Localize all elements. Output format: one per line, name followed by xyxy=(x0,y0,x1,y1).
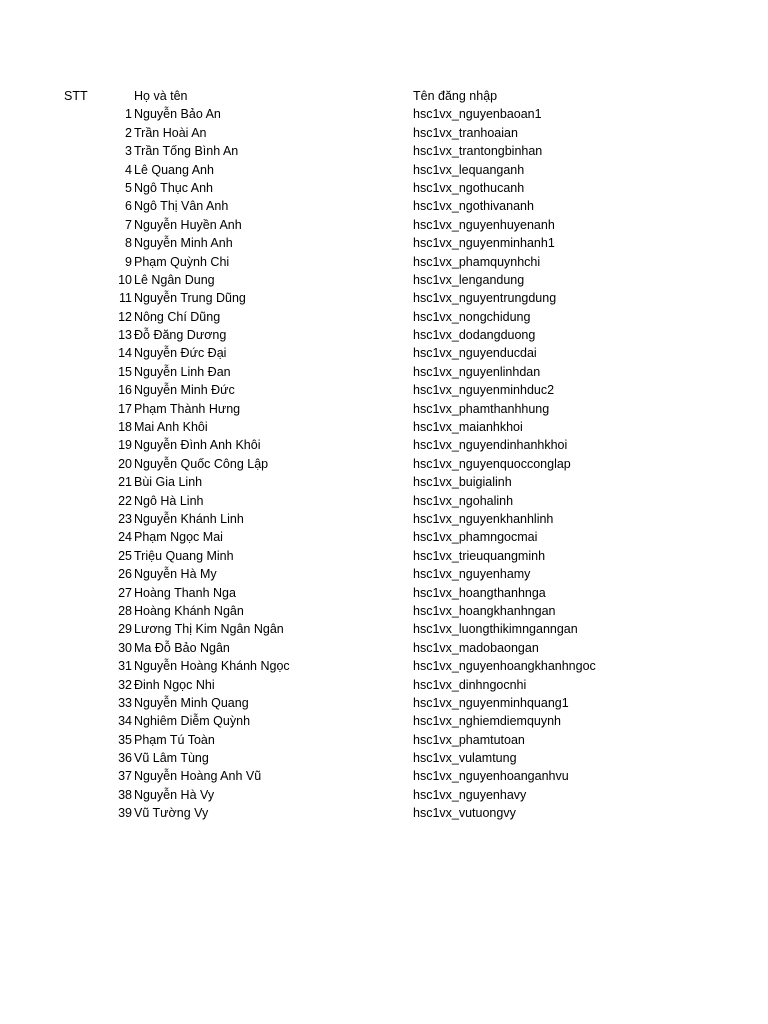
row-full-name: Nguyễn Huyền Anh xyxy=(134,217,242,232)
row-stt: 22 xyxy=(118,493,132,508)
row-stt: 27 xyxy=(118,585,132,600)
table-row xyxy=(0,400,768,418)
row-username: hsc1vx_ngohalinh xyxy=(413,493,514,508)
row-username: hsc1vx_nguyenbaoan1 xyxy=(413,107,542,122)
table-row xyxy=(0,767,768,785)
header-stt: STT xyxy=(64,89,88,103)
table-row xyxy=(0,418,768,436)
row-full-name: Phạm Tú Toàn xyxy=(134,732,215,747)
row-stt: 15 xyxy=(118,364,132,379)
row-username: hsc1vx_vutuongvy xyxy=(413,806,516,821)
table-row xyxy=(0,289,768,307)
row-full-name: Phạm Quỳnh Chi xyxy=(134,254,230,269)
header-full-name: Họ và tên xyxy=(134,89,188,103)
table-row xyxy=(0,676,768,694)
row-full-name: Nguyễn Hà Vy xyxy=(134,787,215,802)
table-row xyxy=(0,326,768,344)
row-username: hsc1vx_buigialinh xyxy=(413,475,512,490)
row-username: hsc1vx_phamtutoan xyxy=(413,732,525,747)
row-full-name: Bùi Gia Linh xyxy=(134,475,203,490)
row-stt: 35 xyxy=(118,732,132,747)
row-full-name: Nguyễn Hoàng Anh Vũ xyxy=(134,769,262,784)
row-username: hsc1vx_nguyenhavy xyxy=(413,787,527,802)
table-row xyxy=(0,749,768,767)
row-username: hsc1vx_tranhoaian xyxy=(413,125,518,140)
row-stt: 11 xyxy=(119,291,132,306)
row-full-name: Nguyễn Trung Dũng xyxy=(134,291,246,306)
row-stt: 1 xyxy=(125,107,132,122)
table-row xyxy=(0,510,768,528)
table-row xyxy=(0,455,768,473)
table-row xyxy=(0,584,768,602)
table-row xyxy=(0,142,768,160)
row-full-name: Nghiêm Diễm Quỳnh xyxy=(134,714,251,729)
row-full-name: Trần Tống Bình An xyxy=(134,144,239,159)
row-username: hsc1vx_nguyenhuyenanh xyxy=(413,217,555,232)
table-row xyxy=(0,639,768,657)
row-username: hsc1vx_nghiemdiemquynh xyxy=(413,714,562,729)
table-row xyxy=(0,804,768,822)
row-full-name: Nguyễn Bảo An xyxy=(134,107,221,122)
row-full-name: Nguyễn Hà My xyxy=(134,567,217,582)
row-stt: 9 xyxy=(125,254,132,269)
row-username: hsc1vx_maianhkhoi xyxy=(413,420,523,435)
table-row xyxy=(0,528,768,546)
row-stt: 21 xyxy=(118,475,132,490)
row-username: hsc1vx_dodangduong xyxy=(413,328,536,343)
row-username: hsc1vx_nguyenkhanhlinh xyxy=(413,511,554,526)
row-full-name: Phạm Ngọc Mai xyxy=(134,530,223,545)
row-stt: 39 xyxy=(118,806,132,821)
row-stt: 38 xyxy=(118,787,132,802)
table-row xyxy=(0,620,768,638)
row-full-name: Vũ Tường Vy xyxy=(134,806,209,821)
table-row xyxy=(0,473,768,491)
row-full-name: Mai Anh Khôi xyxy=(134,420,208,435)
row-full-name: Nguyễn Hoàng Khánh Ngọc xyxy=(134,659,290,674)
row-full-name: Hoàng Khánh Ngân xyxy=(134,603,244,618)
row-stt: 33 xyxy=(118,695,132,710)
table-header-row xyxy=(0,87,768,105)
table-row xyxy=(0,124,768,142)
row-stt: 2 xyxy=(125,125,132,140)
row-username: hsc1vx_nguyenlinhdan xyxy=(413,364,541,379)
row-username: hsc1vx_nguyenhoanganhvu xyxy=(413,769,569,784)
row-stt: 10 xyxy=(118,272,132,287)
row-full-name: Triệu Quang Minh xyxy=(134,548,234,563)
row-stt: 4 xyxy=(125,162,132,177)
row-username: hsc1vx_vulamtung xyxy=(413,751,517,766)
table-row xyxy=(0,602,768,620)
table-row xyxy=(0,179,768,197)
row-stt: 36 xyxy=(118,751,132,766)
row-username: hsc1vx_nguyenducdai xyxy=(413,346,537,361)
student-account-table xyxy=(0,87,768,823)
row-username: hsc1vx_hoangkhanhngan xyxy=(413,603,556,618)
row-username: hsc1vx_madobaongan xyxy=(413,640,539,655)
row-stt: 32 xyxy=(118,677,132,692)
row-stt: 6 xyxy=(125,199,132,214)
row-full-name: Lê Quang Anh xyxy=(134,162,214,177)
row-full-name: Nguyễn Linh Đan xyxy=(134,364,231,379)
row-full-name: Phạm Thành Hưng xyxy=(134,401,241,416)
row-stt: 16 xyxy=(118,383,132,398)
row-username: hsc1vx_nguyenminhanh1 xyxy=(413,236,555,251)
row-stt: 7 xyxy=(125,217,132,232)
row-stt: 25 xyxy=(118,548,132,563)
row-full-name: Nguyễn Minh Quang xyxy=(134,695,249,710)
row-username: hsc1vx_trantongbinhan xyxy=(413,144,543,159)
table-row xyxy=(0,344,768,362)
table-row xyxy=(0,731,768,749)
table-row xyxy=(0,694,768,712)
row-full-name: Ngô Thị Vân Anh xyxy=(134,199,229,214)
row-full-name: Nguyễn Khánh Linh xyxy=(134,511,244,526)
header-username: Tên đăng nhập xyxy=(413,89,498,103)
row-full-name: Nguyễn Minh Anh xyxy=(134,236,233,251)
table-row xyxy=(0,712,768,730)
table-row xyxy=(0,492,768,510)
row-stt: 28 xyxy=(118,603,132,618)
table-row xyxy=(0,565,768,583)
row-full-name: Nguyễn Minh Đức xyxy=(134,383,235,398)
row-stt: 14 xyxy=(118,346,132,361)
row-username: hsc1vx_nguyendinhanhkhoi xyxy=(413,438,568,453)
table-row xyxy=(0,547,768,565)
row-full-name: Trần Hoài An xyxy=(134,125,207,140)
row-username: hsc1vx_phamthanhhung xyxy=(413,401,550,416)
row-username: hsc1vx_nguyenminhduc2 xyxy=(413,383,555,398)
row-full-name: Nguyễn Đức Đại xyxy=(134,346,227,361)
table-row xyxy=(0,657,768,675)
row-username: hsc1vx_nguyentrungdung xyxy=(413,291,557,306)
row-username: hsc1vx_ngothivananh xyxy=(413,199,534,214)
row-full-name: Nguyễn Quốc Công Lập xyxy=(134,456,269,471)
row-full-name: Lương Thị Kim Ngân Ngân xyxy=(134,622,284,637)
row-stt: 30 xyxy=(118,640,132,655)
row-username: hsc1vx_phamngocmai xyxy=(413,530,538,545)
row-full-name: Nguyễn Đình Anh Khôi xyxy=(134,438,261,453)
row-full-name: Đỗ Đăng Dương xyxy=(134,328,227,343)
table-row xyxy=(0,197,768,215)
row-username: hsc1vx_trieuquangminh xyxy=(413,548,546,563)
table-row xyxy=(0,271,768,289)
row-username: hsc1vx_dinhngocnhi xyxy=(413,677,527,692)
row-stt: 29 xyxy=(118,622,132,637)
row-username: hsc1vx_lequanganh xyxy=(413,162,525,177)
row-username: hsc1vx_ngothucanh xyxy=(413,180,525,195)
row-full-name: Ngô Hà Linh xyxy=(134,493,204,508)
table-row xyxy=(0,436,768,454)
row-full-name: Nông Chí Dũng xyxy=(134,309,221,324)
row-full-name: Đinh Ngọc Nhi xyxy=(134,677,215,692)
row-stt: 26 xyxy=(118,567,132,582)
table-row xyxy=(0,216,768,234)
row-stt: 37 xyxy=(118,769,132,784)
row-full-name: Ngô Thục Anh xyxy=(134,180,213,195)
row-stt: 31 xyxy=(118,659,132,674)
table-row xyxy=(0,253,768,271)
row-full-name: Lê Ngân Dung xyxy=(134,272,215,287)
row-username: hsc1vx_lengandung xyxy=(413,272,525,287)
row-stt: 13 xyxy=(118,328,132,343)
row-stt: 23 xyxy=(118,511,132,526)
row-stt: 3 xyxy=(125,144,132,159)
row-full-name: Vũ Lâm Tùng xyxy=(134,751,209,766)
table-row xyxy=(0,363,768,381)
row-stt: 8 xyxy=(125,236,132,251)
table-row xyxy=(0,161,768,179)
row-username: hsc1vx_nguyenminhquang1 xyxy=(413,695,569,710)
table-body xyxy=(0,105,768,822)
row-stt: 34 xyxy=(118,714,132,729)
row-username: hsc1vx_nguyenhoangkhanhngoc xyxy=(413,659,596,674)
row-stt: 24 xyxy=(118,530,132,545)
row-stt: 19 xyxy=(118,438,132,453)
table-row xyxy=(0,786,768,804)
table-row xyxy=(0,234,768,252)
row-username: hsc1vx_nongchidung xyxy=(413,309,531,324)
table-row xyxy=(0,308,768,326)
row-full-name: Hoàng Thanh Nga xyxy=(134,585,236,600)
row-stt: 18 xyxy=(118,420,132,435)
table-row xyxy=(0,105,768,123)
row-username: hsc1vx_hoangthanhnga xyxy=(413,585,546,600)
row-full-name: Ma Đỗ Bảo Ngân xyxy=(134,640,230,655)
table-row xyxy=(0,381,768,399)
row-username: hsc1vx_luongthikimnganngan xyxy=(413,622,578,637)
row-stt: 12 xyxy=(118,309,132,324)
row-username: hsc1vx_phamquynhchi xyxy=(413,254,541,269)
row-stt: 20 xyxy=(118,456,132,471)
row-stt: 17 xyxy=(118,401,132,416)
row-stt: 5 xyxy=(125,180,132,195)
row-username: hsc1vx_nguyenquocconglap xyxy=(413,456,571,471)
row-username: hsc1vx_nguyenhamy xyxy=(413,567,531,582)
